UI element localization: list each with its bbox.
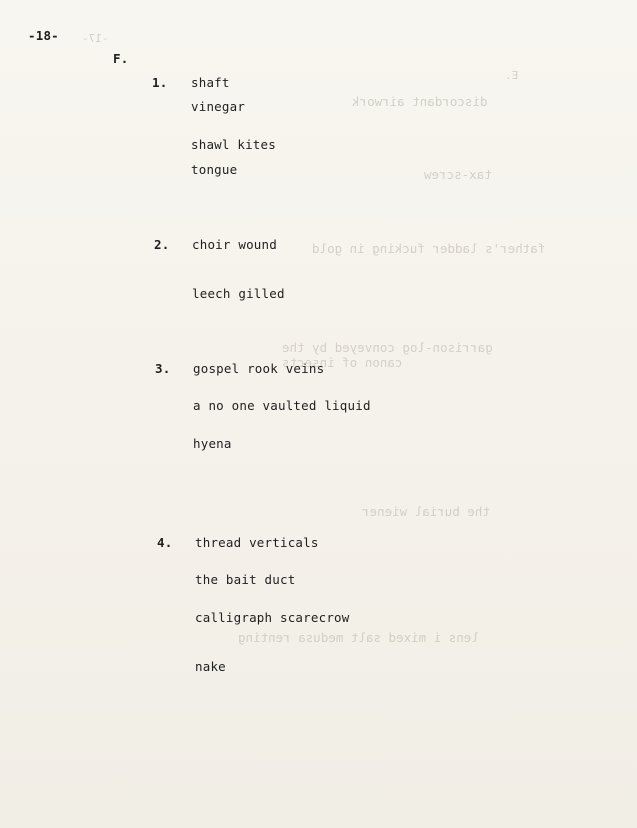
poem-line: choir wound [192,237,277,252]
poem-line: calligraph scarecrow [195,610,350,625]
bleed-through: E. [505,69,519,82]
poem-line: nake [195,659,226,674]
poem-line: the bait duct [195,572,296,587]
bleed-through: father's ladder fucking in gold [312,241,546,256]
poem-line: hyena [193,436,232,451]
bleed-through: discordant airwork [352,94,488,109]
bleed-through: tax-screw [424,167,492,182]
poem-line: tongue [191,162,238,177]
bleed-through: canon of insects [282,355,403,370]
poem-line: shawl kites [191,137,276,152]
poem-line: vinegar [191,99,246,114]
poem-line: gospel rook veins [193,361,325,376]
bleed-through: -17- [82,32,109,45]
bleed-through: the burial wiener [362,504,490,519]
item-number-1: 1. [152,75,168,90]
poem-line: thread verticals [195,535,319,550]
item-number-4: 4. [157,535,173,550]
bleed-through: garrison-log conveyed by the [282,340,493,355]
poem-line: a no one vaulted liquid [193,398,371,413]
bleed-through: lens i mixed salt medusa renting [238,630,479,645]
poem-line: shaft [191,75,230,90]
page-number: -18- [28,28,59,43]
section-label: F. [113,51,129,66]
item-number-2: 2. [154,237,170,252]
poem-line: leech gilled [192,286,285,301]
item-number-3: 3. [155,361,171,376]
